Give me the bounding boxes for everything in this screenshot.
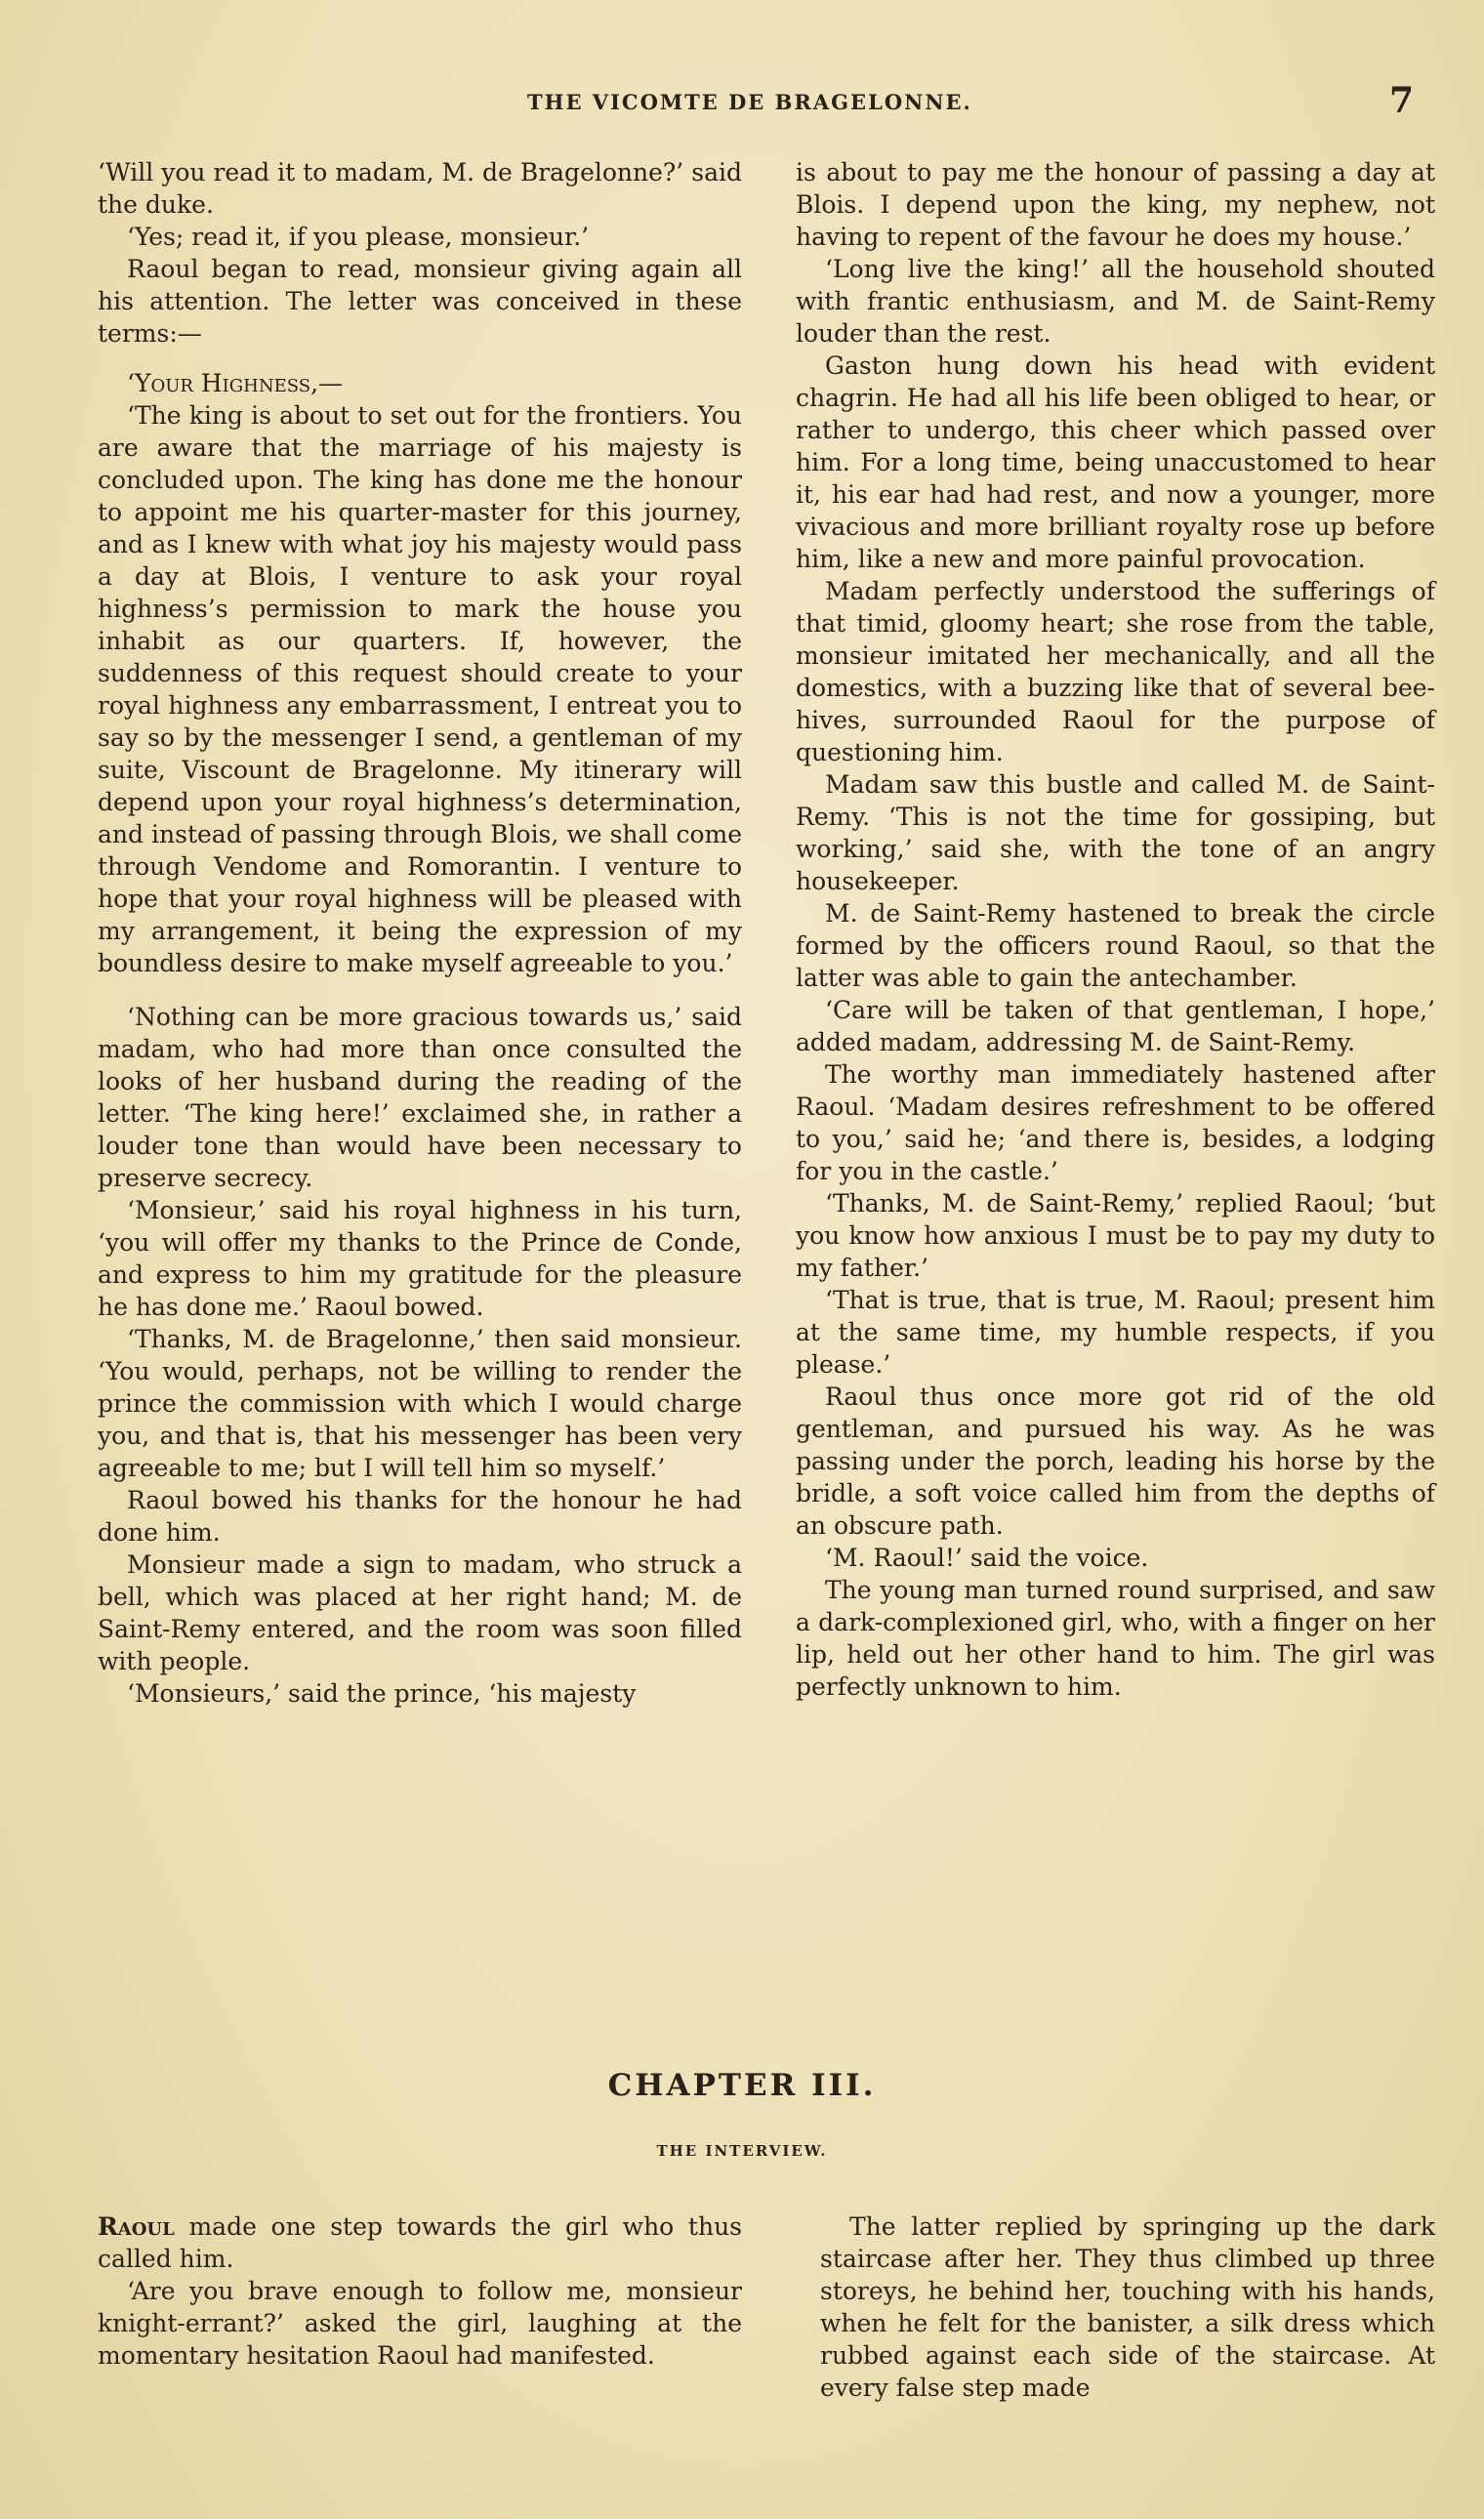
paragraph: Madam saw this bustle and called M. de Saint-Remy. ‘This is not the time for gossiping, but working,’ said she, with the tone of an angry housekeeper. (796, 770, 1435, 895)
paragraph: ‘M. Raoul!’ said the voice. (825, 1544, 1149, 1572)
paragraph: The latter replied by springing up the dark staircase after her. They thus climbed up three storeys, he behind her, touching with his hands, when he felt for the banister, a silk dress which rubbed against each side of the staircase. At every false step made (820, 2212, 1435, 2402)
chapter-opening-word: Raoul (98, 2212, 175, 2241)
running-header: THE VICOMTE DE BRAGELONNE. (527, 90, 972, 114)
paragraph: The worthy man immediately hastened after Raoul. ‘Madam desires refreshment to be offered to you,’ said he; ‘and there is, besides, a lodging for you in the castle.’ (796, 1060, 1435, 1185)
paragraph: ‘Nothing can be more gracious towards us,’ said madam, who had more than once consulted the looks of her husband during the reading of the letter. ‘The king here!’ exclaimed she, in rather a louder tone than would have been necessary to preserve secrecy. (98, 1003, 742, 1192)
paragraph: is about to pay me the honour of passing a day at Blois. I depend upon the king, my nephew, not having to repent of the favour he does my house.’ (796, 158, 1435, 251)
page-number: 7 (1388, 80, 1414, 121)
right-column-top (796, 156, 1435, 1703)
paragraph: ‘Are you brave enough to follow me, monsieur knight-errant?’ asked the girl, laughing at the momentary hesitation Raoul had manifested. (98, 2277, 742, 2370)
left-column-bottom (98, 2210, 742, 2372)
paragraph: ‘Will you read it to madam, M. de Bragelonne?’ said the duke. (98, 158, 742, 219)
right-column-bottom (820, 2210, 1435, 2404)
paragraph: ‘Yes; read it, if you please, monsieur.’ (127, 223, 590, 251)
left-column-top (98, 156, 742, 1710)
chapter-subtitle: THE INTERVIEW. (656, 2142, 828, 2160)
letter-body: ‘The king is about to set out for the frontiers. You are aware that the marriage of his majesty is concluded upon. The king has done me the honour to appoint me his quarter-master for this journey, and as I knew with what joy his majesty would pass a day at Blois, I venture to ask your royal highness’s permission to mark the house you inhabit as our quarters. If, however, the suddenness of this request should create to your royal highness any embarrassment, I entreat you to say so by the messenger I send, a gentleman of my suite, Viscount de Bragelonne. My itinerary will depend upon your royal highness’s determination, and instead of passing through Blois, we shall come through Vendome and Romorantin. I venture to hope that your royal highness will be pleased with my arrangement, it being the expression of my boundless desire to make myself agreeable to you.’ (98, 401, 742, 977)
paragraph: Raoul began to read, monsieur giving again all his attention. The letter was conceived in these terms:— (98, 255, 742, 348)
chapter-opening-text: made one step towards the girl who thus called him. (98, 2212, 742, 2273)
paragraph: M. de Saint-Remy hastened to break the circle formed by the officers round Raoul, so that the latter was able to gain the antechamber. (796, 899, 1435, 992)
chapter-title: CHAPTER III. (607, 2068, 877, 2103)
paragraph: ‘Monsieurs,’ said the prince, ‘his majesty (127, 1679, 637, 1708)
paragraph: Raoul thus once more got rid of the old gentleman, and pursued his way. As he was passing under the porch, leading his horse by the bridle, a soft voice called him from the depths of an obscure path. (796, 1383, 1435, 1540)
paragraph: Madam perfectly understood the sufferings of that timid, gloomy heart; she rose from the table, monsieur imitated her mechanically, and all the domestics, with a buzzing like that of several bee-hives, surrounded Raoul for the purpose of questioning him. (796, 577, 1435, 766)
letter-salutation: ‘Your Highness,— (127, 369, 344, 397)
paragraph: ‘Thanks, M. de Saint-Remy,’ replied Raoul; ‘but you know how anxious I must be to pay my duty to my father.’ (796, 1189, 1435, 1282)
paragraph: ‘Thanks, M. de Bragelonne,’ then said monsieur. ‘You would, perhaps, not be willing to render the prince the commission with which I would charge you, and that is, that his messenger has been very agreeable to me; but I will tell him so myself.’ (98, 1325, 742, 1482)
paragraph: ‘Care will be taken of that gentleman, I hope,’ added madam, addressing M. de Saint-Remy. (796, 996, 1435, 1056)
paragraph: ‘Monsieur,’ said his royal highness in his turn, ‘you will offer my thanks to the Prince de Conde, and express to him my gratitude for the pleasure he has done me.’ Raoul bowed. (98, 1196, 742, 1321)
paragraph: Monsieur made a sign to madam, who struck a bell, which was placed at her right hand; M. de Saint-Remy entered, and the room was soon filled with people. (98, 1550, 742, 1675)
paragraph: ‘Long live the king!’ all the household shouted with frantic enthusiasm, and M. de Saint-Remy louder than the rest. (796, 255, 1435, 348)
chapter-opening-paragraph (98, 2210, 742, 2275)
paragraph: Raoul bowed his thanks for the honour he had done him. (98, 1486, 742, 1547)
paragraph: ‘That is true, that is true, M. Raoul; present him at the same time, my humble respects, if you please.’ (796, 1286, 1435, 1379)
paragraph: Gaston hung down his head with evident chagrin. He had all his life been obliged to hear, or rather to undergo, this cheer which passed over him. For a long time, being unaccustomed to hear it, his ear had had rest, and now a younger, more vivacious and more brilliant royalty rose up before him, like a new and more painful provocation. (796, 351, 1435, 573)
paragraph: The young man turned round surprised, and saw a dark-complexioned girl, who, with a finger on her lip, held out her other hand to him. The girl was perfectly unknown to him. (796, 1576, 1435, 1701)
